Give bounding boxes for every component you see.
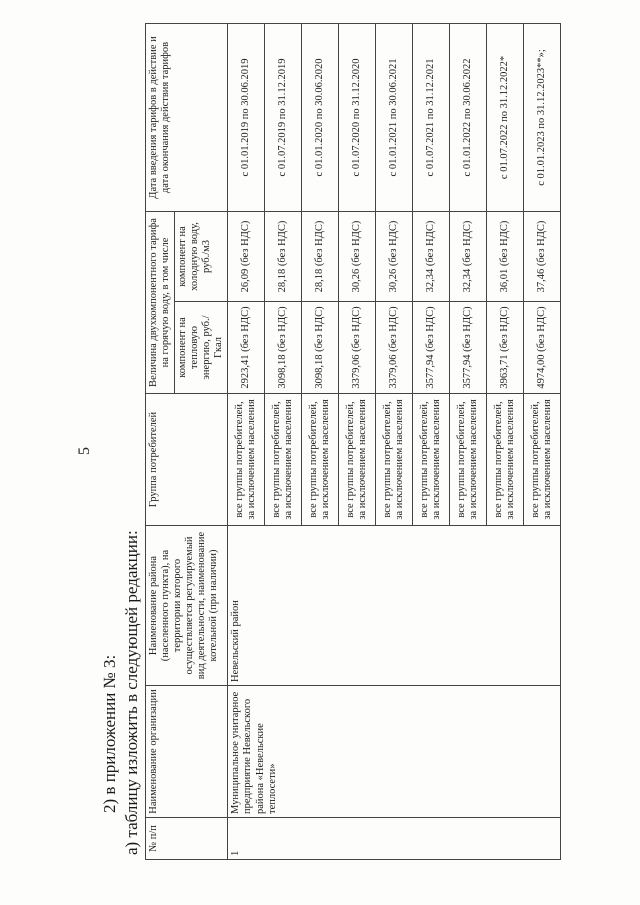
cold-component: 28,18 (без НДС) [302, 211, 339, 301]
tariff-dates: с 01.01.2020 по 30.06.2020 [302, 23, 339, 211]
table-header-row [146, 23, 175, 859]
tariff-dates: с 01.01.2019 по 30.06.2019 [228, 23, 265, 211]
heat-component: 3098,18 (без НДС) [265, 302, 302, 394]
col-header-heat: компонент на тепловую энергию, руб./Гкал [175, 302, 228, 394]
col-header-district: Наименование района (населенного пункта), на территории которого осуществляется регулируемый вид деятельности, наименование котельной (при наличии) [146, 526, 228, 686]
tariff-dates: с 01.07.2022 по 31.12.2022* [487, 23, 524, 211]
tariff-dates: с 01.01.2022 по 30.06.2022 [450, 23, 487, 211]
row-number: 1 [228, 818, 561, 860]
col-header-org: Наименование организации [146, 686, 228, 818]
tariff-table [145, 23, 561, 860]
heading-appendix: 2) в приложении № 3: [100, 654, 119, 813]
cold-component: 30,26 (без НДС) [339, 211, 376, 301]
consumer-group: все группы потребителей, за исключением населения [302, 394, 339, 526]
consumer-group: все группы потребителей, за исключением населения [487, 394, 524, 526]
consumer-group: все группы потребителей, за исключением населения [339, 394, 376, 526]
tariff-dates: с 01.01.2021 по 30.06.2021 [376, 23, 413, 211]
consumer-group: все группы потребителей, за исключением населения [524, 394, 561, 526]
consumer-group: все группы потребителей, за исключением населения [265, 394, 302, 526]
heat-component: 3379,06 (без НДС) [376, 302, 413, 394]
tariff-dates: с 01.07.2019 по 31.12.2019 [265, 23, 302, 211]
heat-component: 3577,94 (без НДС) [450, 302, 487, 394]
cold-component: 32,34 (без НДС) [450, 211, 487, 301]
col-header-tariff: Величина двухкомпонентного тарифа на горячую воду, в том числе [146, 211, 175, 393]
table-row [228, 23, 265, 859]
heat-component: 3098,18 (без НДС) [302, 302, 339, 394]
cold-component: 30,26 (без НДС) [376, 211, 413, 301]
cold-component: 32,34 (без НДС) [413, 211, 450, 301]
consumer-group: все группы потребителей, за исключением населения [450, 394, 487, 526]
col-header-group: Группа потребителей [146, 394, 228, 526]
cold-component: 37,46 (без НДС) [524, 211, 561, 301]
cold-component: 26,09 (без НДС) [228, 211, 265, 301]
heat-component: 3963,71 (без НДС) [487, 302, 524, 394]
page-number: 5 [76, 447, 93, 455]
heat-component: 2923,41 (без НДС) [228, 302, 265, 394]
heat-component: 3379,06 (без НДС) [339, 302, 376, 394]
consumer-group: все группы потребителей, за исключением населения [413, 394, 450, 526]
consumer-group: все группы потребителей, за исключением населения [376, 394, 413, 526]
org-name: Муниципальное унитарное предприятие Невельского района «Невельские теплосети» [228, 686, 561, 818]
heat-component: 4974,00 (без НДС) [524, 302, 561, 394]
district-name: Невельский район [228, 526, 561, 686]
tariff-dates: с 01.07.2020 по 31.12.2020 [339, 23, 376, 211]
col-header-dates: Дата введения тарифов в действие и дата окончания действия тарифов [146, 23, 228, 211]
cold-component: 36,01 (без НДС) [487, 211, 524, 301]
consumer-group: все группы потребителей, за исключением населения [228, 394, 265, 526]
heading-table-intro: а) таблицу изложить в следующей редакции: [122, 530, 141, 855]
heat-component: 3577,94 (без НДС) [413, 302, 450, 394]
col-header-cold: компонент на холодную воду, руб./м3 [175, 211, 228, 301]
tariff-dates: с 01.01.2023 по 31.12.2023**»; [524, 23, 561, 211]
cold-component: 28,18 (без НДС) [265, 211, 302, 301]
col-header-num: № п/п [146, 818, 228, 860]
tariff-dates: с 01.07.2021 по 31.12.2021 [413, 23, 450, 211]
